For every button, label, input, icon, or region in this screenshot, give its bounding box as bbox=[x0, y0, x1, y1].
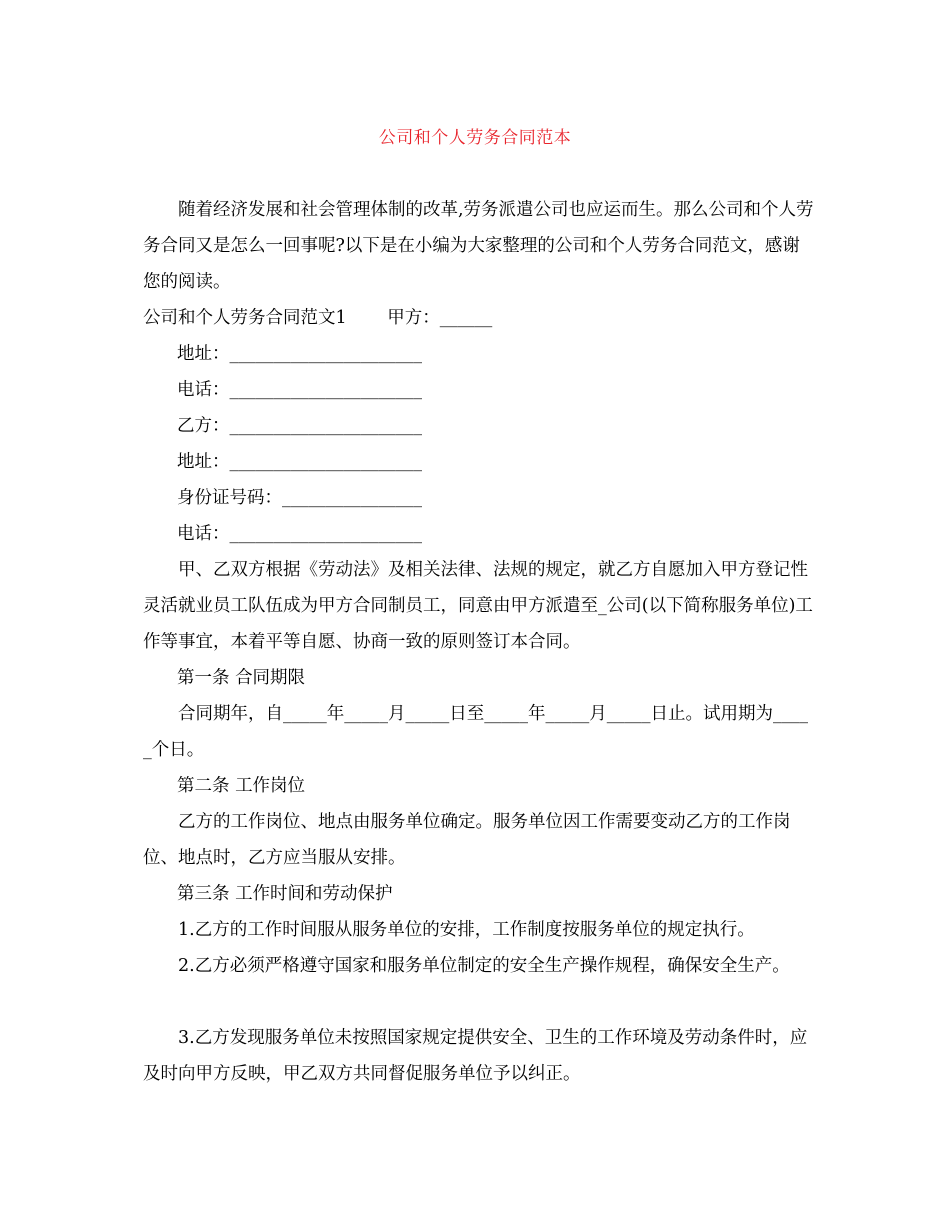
article-2-title: 第二条 工作岗位 bbox=[177, 776, 306, 796]
article-1-title: 第一条 合同期限 bbox=[177, 668, 306, 688]
article-2-body: 乙方的工作岗位、地点由服务单位确定。服务单位因工作需要变动乙方的工作岗位、地点时，乙方应当服从安排。 bbox=[143, 812, 791, 868]
article-3-title: 第三条 工作时间和劳动保护 bbox=[177, 884, 393, 904]
article-3-item-1: 1.乙方的工作时间服从服务单位的安排，工作制度按服务单位的规定执行。 bbox=[178, 920, 755, 940]
party-b-field: 乙方：______________________ bbox=[177, 416, 422, 436]
intro-paragraph: 随着经济发展和社会管理体制的改革,劳务派遣公司也应运而生。那么公司和个人劳务合同又是怎么一回事呢?以下是在小编为大家整理的公司和个人劳务合同范文，感谢您的阅读。 bbox=[143, 200, 814, 292]
party-b-address-field: 地址：______________________ bbox=[177, 452, 422, 472]
sample-heading: 公司和个人劳务合同范文1 甲方：______ bbox=[143, 308, 493, 328]
document-title: 公司和个人劳务合同范本 bbox=[378, 128, 572, 148]
article-1-body: 合同期年，自_____年_____月_____日至_____年_____月_____日止。试用期为_____个日。 bbox=[143, 704, 808, 760]
article-3-item-2: 2.乙方必须严格遵守国家和服务单位制定的安全生产操作规程，确保安全生产。 bbox=[178, 956, 790, 976]
party-b-id-number-field: 身份证号码：________________ bbox=[177, 488, 422, 508]
party-a-address-field: 地址：______________________ bbox=[177, 344, 422, 364]
party-a-phone-field: 电话：______________________ bbox=[177, 380, 422, 400]
preamble-paragraph: 甲、乙双方根据《劳动法》及相关法律、法规的规定，就乙方自愿加入甲方登记性灵活就业员工队伍成为甲方合同制员工，同意由甲方派遣至_公司(以下简称服务单位)工作等事宜，本着平等自愿、协商一致的原则签订本合同。 bbox=[143, 560, 813, 652]
party-b-phone-field: 电话：______________________ bbox=[177, 524, 422, 544]
article-3-item-3: 3.乙方发现服务单位未按照国家规定提供安全、卫生的工作环境及劳动条件时，应及时向甲方反映，甲乙双方共同督促服务单位予以纠正。 bbox=[143, 1028, 808, 1084]
